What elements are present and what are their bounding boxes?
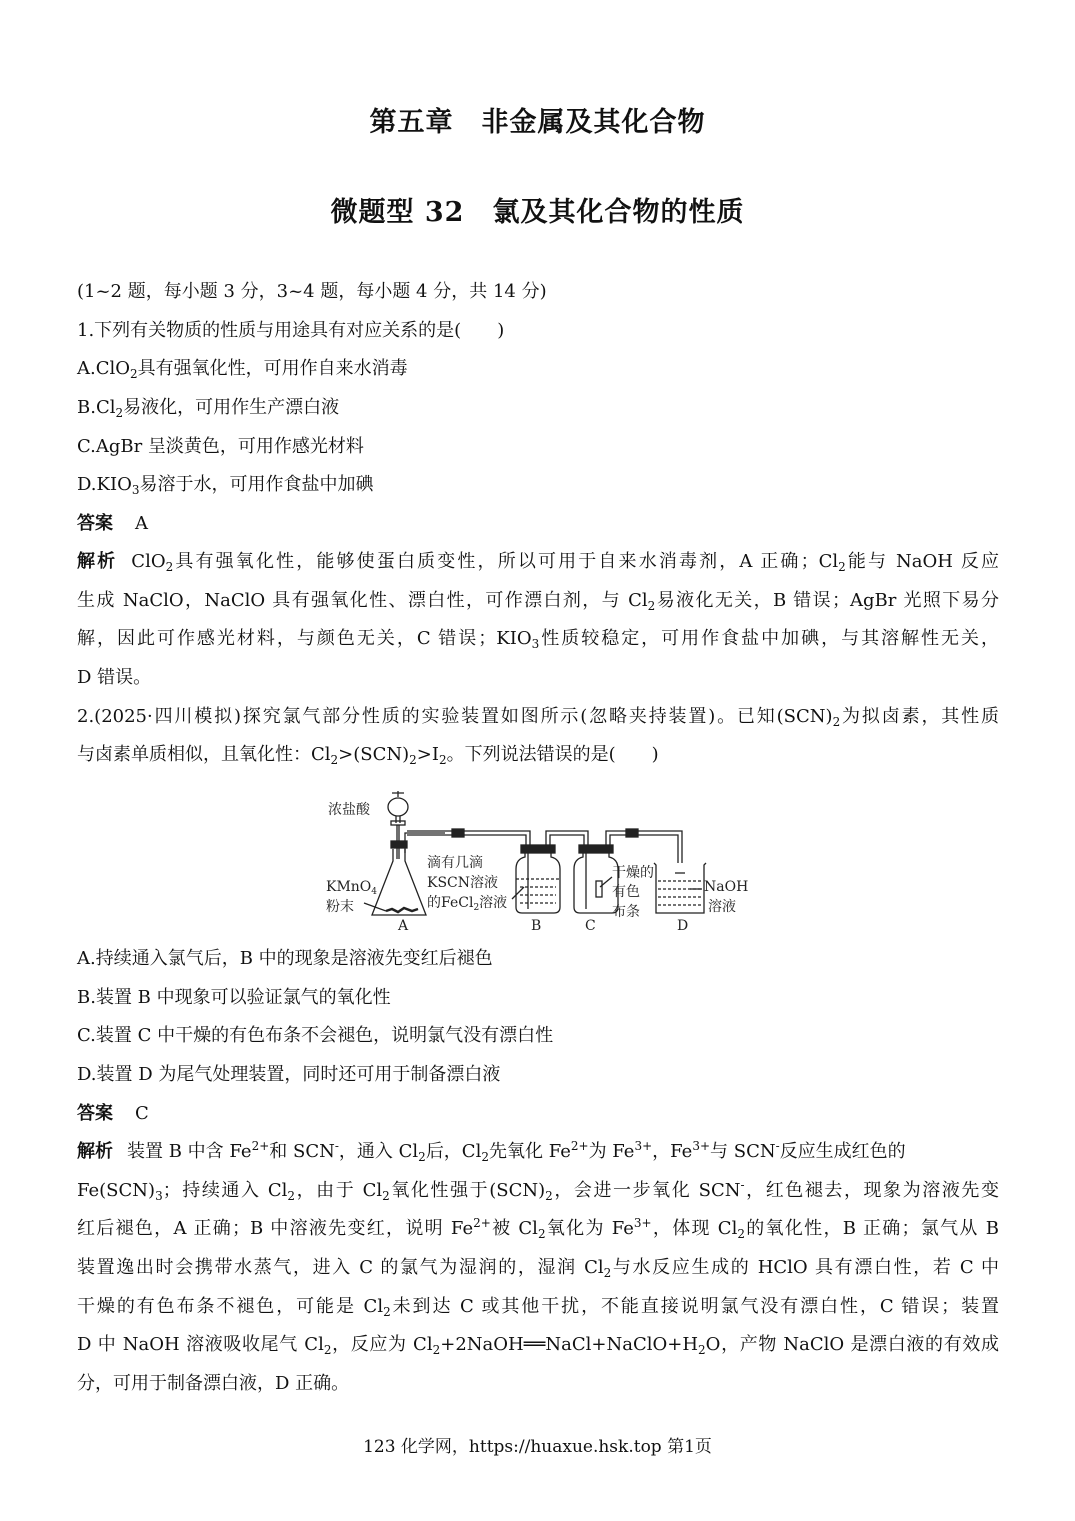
label-b-desc-2: KSCN溶液 [427,875,499,891]
label-c-desc-2: 有色 [612,884,640,900]
label-kmno4: KMnO$_4$ [326,879,378,897]
q2-analysis-line: 解析 装置 B 中含 $Fe^{2+}$和 SCN-，通入 $Cl_2$后，$Cl_2$先氧化 $Fe^{2+}$为 $Fe^{3+}$，$Fe^{3+}$与 SCN-反应生成红色的 [77,1139,906,1164]
q1-option-a: A.ClO$_2$具有强氧化性，可用作自来水消毒 [77,358,408,381]
label-d-desc-1: NaOH [704,879,749,895]
label-powder: 粉末 [326,899,354,915]
q1-option-c: C.AgBr 呈淡黄色，可用作感光材料 [77,436,364,457]
label-b-desc-1: 滴有几滴 [427,855,483,871]
letter-c: C [585,918,596,934]
q1-option-b: $B.Cl_2$易液化，可用作生产漂白液 [77,397,340,420]
q2-analysis-line: 干燥的有色布条不褪色，可能是 $Cl_2$未到达 C 或其他干扰，不能直接说明氯气没有漂白性，C 错误；装置 [77,1296,999,1319]
q2-analysis-line: 装置逸出时会携带水蒸气，进入 C 的氯气为湿润的，湿润 $Cl_2$与水反应生成的 HClO 具有漂白性，若 C 中 [77,1257,999,1280]
label-c-desc-1: 干燥的 [612,865,654,881]
q2-analysis-line: $Fe(SCN)_3$；持续通入 $Cl_2$，由于 $Cl_2$氧化性强于$(SCN)_2$，会进一步氧化 SCN-，红色褪去，现象为溶液先变 [77,1178,999,1203]
letter-b: B [531,918,542,934]
q1-analysis-line: 解，因此可作感光材料，与颜色无关，C 错误；$KIO_3$性质较稳定，可用作食盐中加碘，与其溶解性无关， [77,628,1000,651]
q2-option-a: A.持续通入氯气后，B 中的现象是溶液先变红后褪色 [77,948,493,969]
section-title: 微题型 32 氯及其化合物的性质 [330,197,745,228]
q2-answer: 答案 C [77,1103,149,1124]
q2-option-c: C.装置 C 中干燥的有色布条不会褪色，说明氯气没有漂白性 [77,1025,554,1046]
q1-stem: 1.下列有关物质的性质与用途具有对应关系的是( ) [77,320,505,341]
q2-option-b: B.装置 B 中现象可以验证氯气的氧化性 [77,987,391,1008]
label-c-desc-3: 布条 [612,904,640,920]
q1-analysis-line: 解析 ClO$_2$具有强氧化性，能够使蛋白质变性，所以可用于自来水消毒剂，A 正确；$Cl_2$能与 NaOH 反应 [77,551,999,574]
beaker-d [654,863,706,913]
q1-option-d: $D.KIO_3$易溶于水，可用作食盐中加碘 [77,474,374,497]
letter-a: A [398,918,409,934]
q2-analysis-line: 分，可用于制备漂白液，D 正确。 [77,1373,350,1394]
page-footer: 123 化学网，https://huaxue.hsk.top 第1页 [363,1437,712,1457]
q1-answer: 答案 A [77,513,148,534]
q2-analysis-line: 红后褪色，A 正确；B 中溶液先变红，说明 $Fe^{2+}$被 $Cl_2$氧化为 $Fe^{3+}$，体现 $Cl_2$的氧化性，B 正确；氯气从 B [77,1216,999,1241]
q2-stem-line: 2.(2025·四川模拟)探究氯气部分性质的实验装置如图所示(忽略夹持装置)。已知$(SCN)_2$为拟卤素，其性质 [77,706,999,729]
q1-analysis-line: 生成 NaClO，NaClO 具有强氧化性、漂白性，可作漂白剂，与 $Cl_2$易液化无关，B 错误；AgBr 光照下易分 [77,590,999,613]
label-b-desc-3: 的FeCl$_2$溶液 [427,895,508,913]
bottle-b [516,845,560,913]
chapter-title: 第五章 非金属及其化合物 [369,107,706,138]
q2-analysis-line: D 中 NaOH 溶液吸收尾气 $Cl_2$，反应为 $Cl_2+2NaOH══NaCl+NaClO+H_2O$，产物 NaClO 是漂白液的有效成 [77,1334,999,1357]
label-d-desc-2: 溶液 [708,899,736,915]
q1-analysis-line: D 错误。 [77,667,152,688]
q2-stem-line: 与卤素单质相似，且氧化性：$Cl_2>(SCN)_2>I_2$。下列说法错误的是( ) [77,744,659,767]
apparatus-diagram [320,783,760,935]
q2-option-d: D.装置 D 为尾气处理装置，同时还可用于制备漂白液 [77,1064,501,1085]
score-note: (1~2 题，每小题 3 分，3~4 题，每小题 4 分，共 14 分) [77,281,547,302]
label-concentrated-hcl: 浓盐酸 [328,802,370,818]
letter-d: D [677,918,689,934]
